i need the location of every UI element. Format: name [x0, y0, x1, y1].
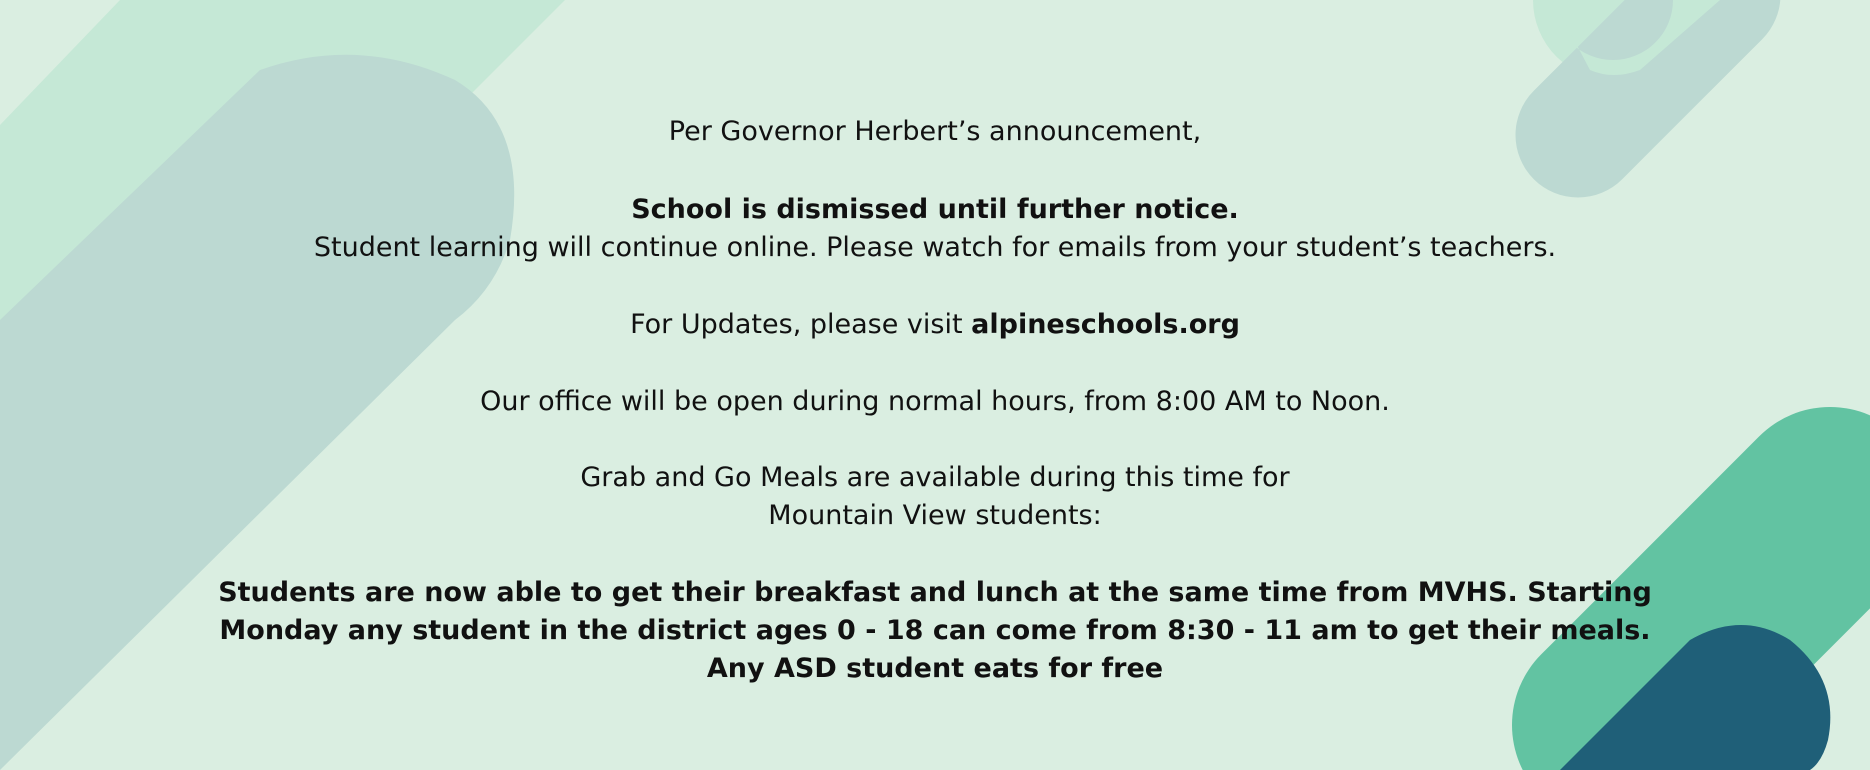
meals-detail-line-3: Any ASD student eats for free — [706, 653, 1164, 684]
online-learning-text: Student learning will continue online. Please watch for emails from your student’s teachers. — [313, 232, 1557, 263]
meals-detail-line-1: Students are now able to get their breakfast and lunch at the same time from MVHS. Starting — [218, 577, 1652, 608]
updates-text — [0, 306, 1870, 344]
meals-text-line-2: Mountain View students: — [768, 500, 1102, 531]
office-hours-text: Our office will be open during normal hours, from 8:00 AM to Noon. — [480, 386, 1390, 417]
meals-text-line-1: Grab and Go Meals are available during this time for — [580, 462, 1290, 493]
dismissal-heading: School is dismissed until further notice. — [631, 194, 1239, 225]
meals-detail-line-2: Monday any student in the district ages 0 - 18 can come from 8:30 - 11 am to get their meals. — [219, 615, 1651, 646]
updates-site-link[interactable]: alpineschools.org — [971, 309, 1240, 340]
updates-prefix: For Updates, please visit — [630, 309, 972, 340]
intro-text: Per Governor Herbert’s announcement, — [668, 116, 1202, 147]
